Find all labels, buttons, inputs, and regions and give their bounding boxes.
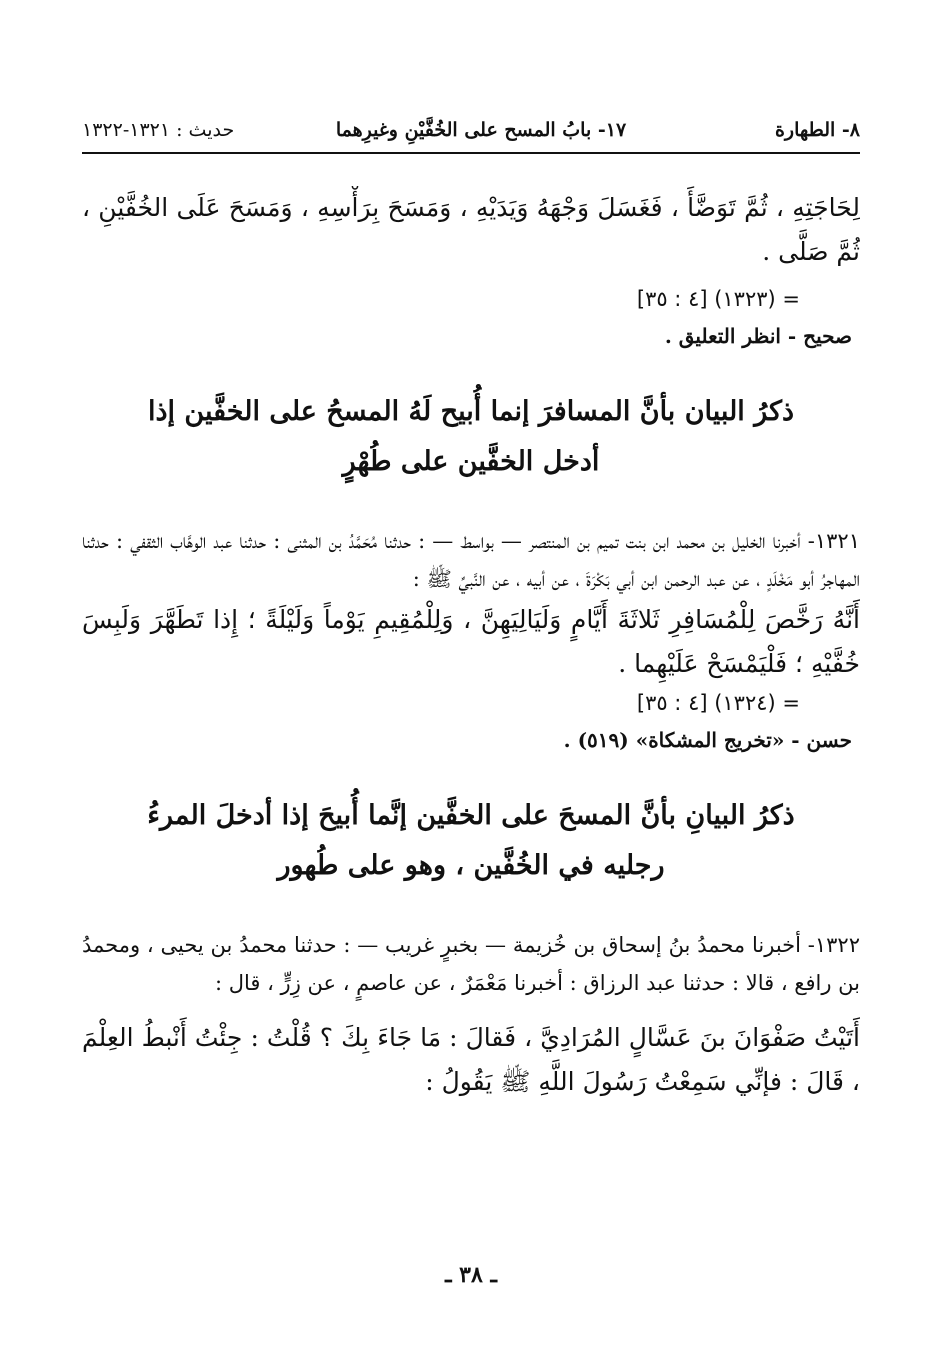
header-divider bbox=[82, 152, 860, 154]
chapter-title: ٨- الطهارة bbox=[774, 119, 860, 141]
chapter-heading: ذكرُ البيان بأنَّ المسافرَ إنما أُبيح لَهُ المسحُ على الخفَّين إذا أدخل الخفَّين على طُهْرٍ bbox=[148, 396, 794, 477]
cross-reference: = (١٣٢٤) [٤ : ٣٥] bbox=[636, 691, 800, 715]
hadith-chain: ١٣٢١- أخبرنا الخليل بن محمد ابن بنت تميم بن المنتصر — بواسط — : حدثنا مُحَمَّدُ بن المثنى : حدثنا عبد الوهَّاب الثقفي : حدثنا المهاجرُ أبو مَخْلَدٍ ، عن عبد الرحمن ابن أبي بَكْرَةَ ، عن أبيه ، عن النَّبيِّ ﷺ : bbox=[82, 529, 860, 591]
chapter-heading: ذكرُ البيانِ بأنَّ المسحَ على الخفَّين إنَّما أُبيحَ إذا أدخلَ المرءُ رجليه في الخُفَّين ، وهو على طُهور bbox=[147, 800, 795, 881]
hadith-range: حديث : ١٣٢١-١٣٢٢ bbox=[82, 119, 235, 141]
cross-reference: = (١٣٢٣) [٤ : ٣٥] bbox=[636, 287, 800, 311]
running-header bbox=[82, 112, 860, 148]
page-body bbox=[82, 186, 860, 1104]
grading-note: صحيح - انظر التعليق . bbox=[664, 324, 852, 348]
hadith-text: أَتَيْتُ صَفْوَانَ بنَ عَسَّالٍ المُرَادِيَّ ، فَقالَ : مَا جَاءَ بِكَ ؟ قُلْتُ : جِئْتُ أَنْبطُ العِلْمَ ، قَالَ : فإنِّي سَمِعْتُ رَسُولَ اللَّهِ ﷺ يَقُولُ : bbox=[82, 1023, 860, 1096]
hadith-chain: ١٣٢٢- أخبرنا محمدُ بنُ إسحاق بن خُزيمة — بخبرٍ غريب — : حدثنا محمدُ بن يحيى ، ومحمدُ بن رافع ، قالا : حدثنا عبد الرزاق : أخبرنا مَعْمَرٌ ، عن عاصمٍ ، عن زِرٍّ ، قال : bbox=[82, 933, 860, 995]
hadith-text: أَنَّهُ رَخَّصَ لِلْمُسَافِرِ ثَلاثَةَ أَيَّامٍ وَلَيَالِيَهِنَّ ، وَلِلْمُقِيمِ يَوْماً وَلَيْلَةً ؛ إِذا تَطَهَّرَ وَلَبِسَ خُفَّيْهِ ؛ فَلْيَمْسَحْ عَلَيْهِما . bbox=[82, 605, 860, 678]
hadith-text-continued: لِحَاجَتِهِ ، ثُمَّ تَوَضَّأَ ، فَغَسَلَ وَجْهَهُ وَيَدَيْهِ ، وَمَسَحَ بِرَأْسِهِ ، وَمَسَحَ عَلَى الخُفَّيْنِ ، ثُمَّ صَلَّى . bbox=[82, 193, 860, 266]
grading-note: حسن - «تخريج المشكاة» (٥١٩) . bbox=[563, 728, 852, 752]
section-title: ١٧- بابُ المسح على الخُفَّيْنِ وغيرِهما bbox=[335, 119, 627, 141]
page-number: ـ ٣٨ ـ bbox=[445, 1262, 497, 1288]
